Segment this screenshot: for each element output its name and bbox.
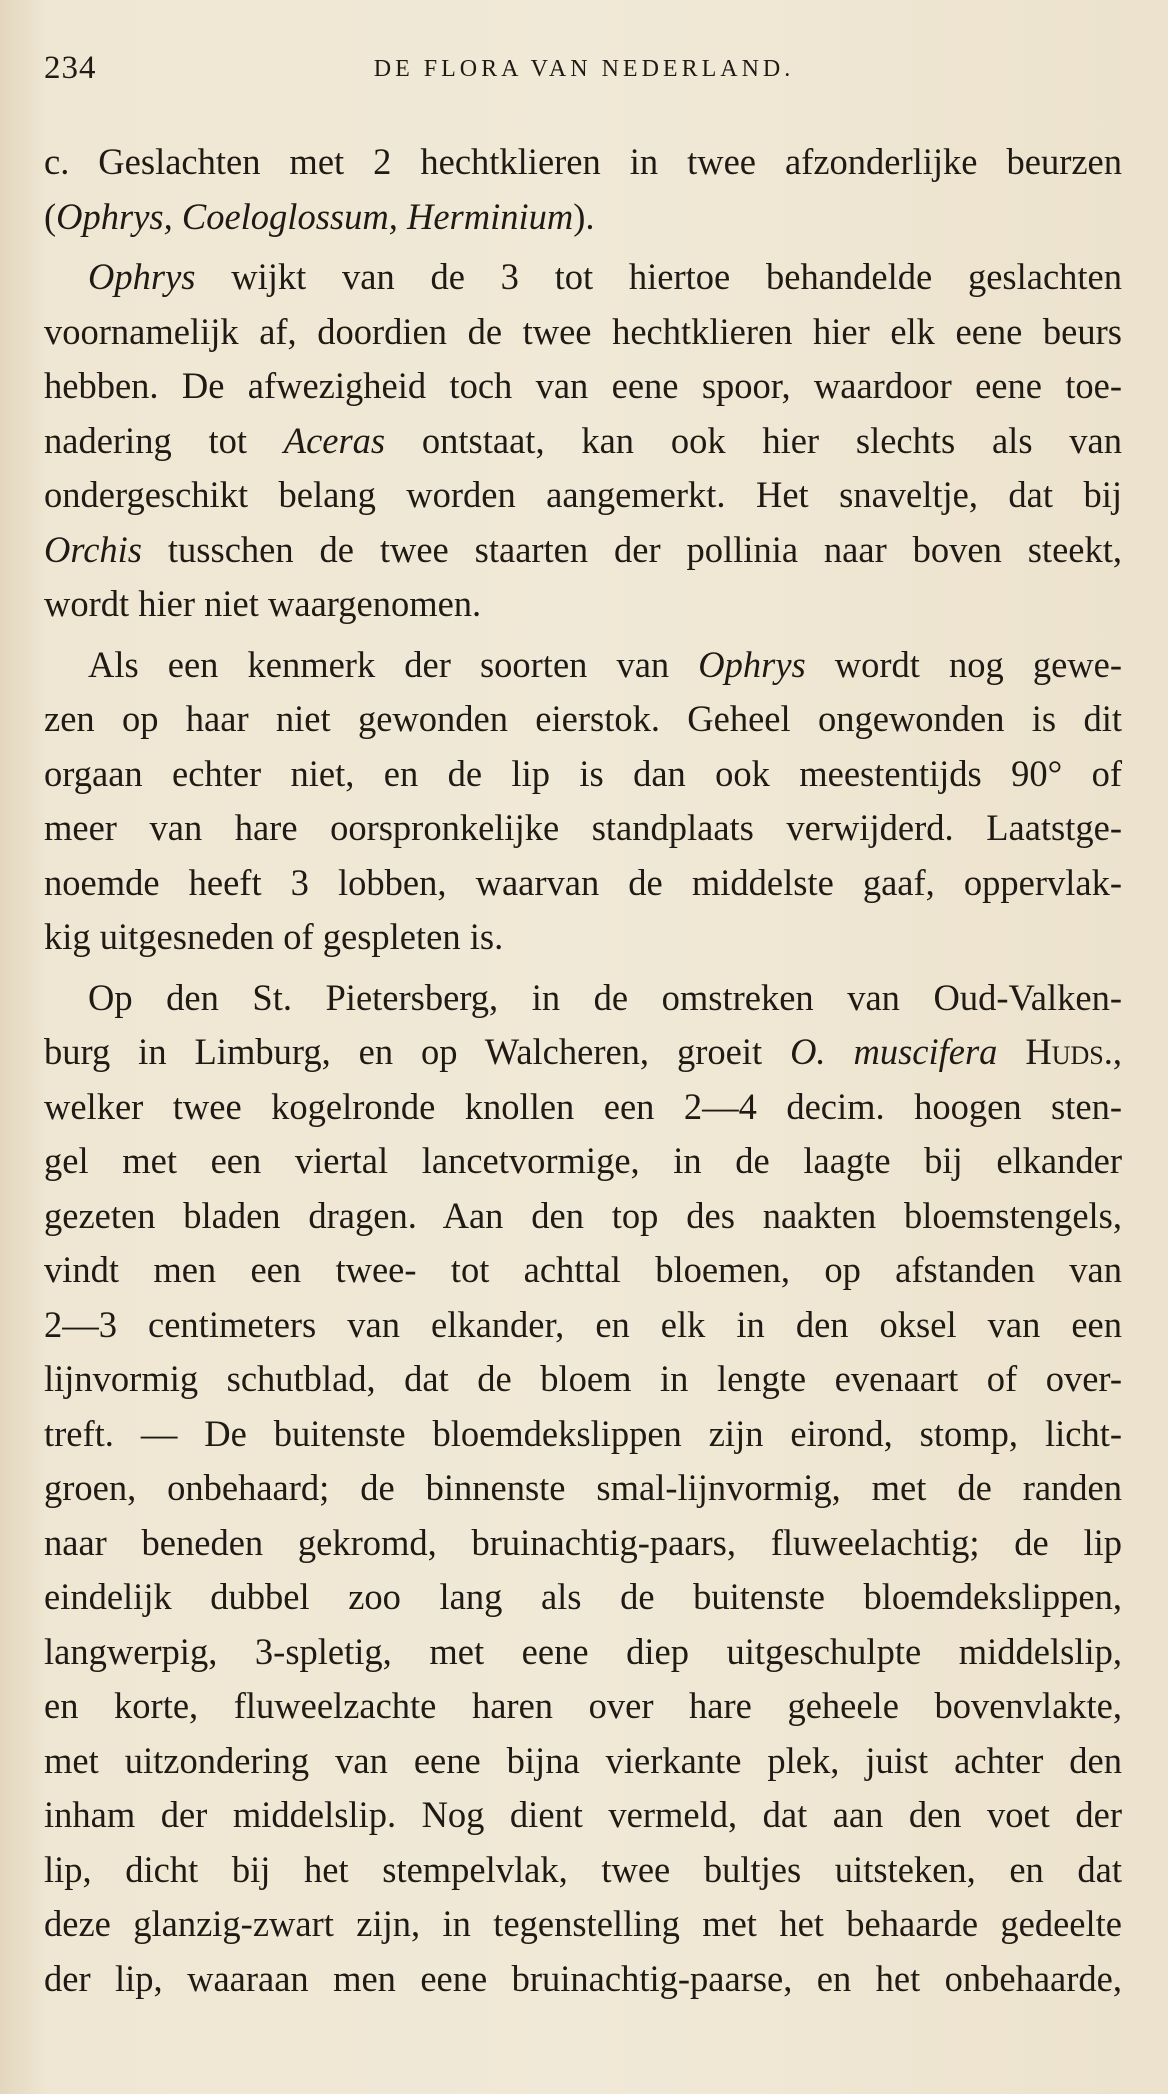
text-line	[44, 305, 1122, 360]
text-run: wordt nog gewe-	[805, 643, 1123, 685]
text-run: orgaan echter niet, en de lip is dan ook meestentijds 90° of	[44, 752, 1122, 794]
text-line	[44, 414, 1122, 469]
text-line	[44, 1952, 1122, 2007]
paragraph	[44, 135, 1122, 244]
text-run: (	[44, 195, 57, 237]
text-line	[44, 1625, 1122, 1680]
text-line	[44, 577, 1122, 632]
text-line	[44, 856, 1122, 911]
paragraph	[44, 638, 1122, 965]
italic-term: Ophrys, Coeloglossum, Herminium	[56, 195, 574, 237]
text-run	[997, 1031, 1025, 1072]
text-line	[44, 801, 1122, 856]
text-line	[44, 1407, 1122, 1462]
running-head	[44, 50, 1124, 90]
text-line	[44, 1461, 1122, 1516]
text-line	[44, 1570, 1122, 1625]
text-line	[44, 1134, 1122, 1189]
italic-term: O. muscifera	[790, 1031, 998, 1072]
text-run: kig uitgesneden of gespleten is.	[44, 916, 504, 957]
text-run: met uitzondering van eene bijna vierkante plek, juist achter den	[44, 1739, 1122, 1781]
italic-term: Aceras	[283, 419, 386, 461]
text-run: hebben. De afwezigheid toch van eene spoor, waardoor eene toe-	[44, 365, 1122, 406]
text-run: c. Geslachten met 2 hechtklieren in twee afzonderlijke beurzen	[44, 141, 1122, 182]
text-run: ).	[573, 195, 595, 237]
text-line	[44, 1516, 1122, 1571]
text-line	[44, 910, 1122, 965]
text-run: en korte, fluweelzachte haren over hare geheele bovenvlakte,	[44, 1685, 1122, 1726]
text-run: lijnvormig schutblad, dat de bloem in lengte evenaart of over-	[44, 1358, 1122, 1399]
text-line	[44, 190, 1122, 245]
text-run: inham der middelslip. Nog dient vermeld, dat aan den voet der	[44, 1794, 1122, 1835]
text-line	[44, 135, 1122, 190]
text-run: gel met een viertal lancetvormige, in de laagte bij elkander	[44, 1140, 1122, 1181]
text-run: lip, dicht bij het stempelvlak, twee bultjes uitsteken, en dat	[44, 1848, 1122, 1890]
italic-term: Ophrys	[88, 256, 196, 297]
text-run: treft. — De buitenste bloemdekslippen zijn eirond, stomp, licht-	[44, 1412, 1122, 1454]
text-run: wijkt van de 3 tot hiertoe behandelde geslachten	[195, 256, 1122, 297]
italic-term: Orchis	[44, 528, 143, 570]
author-abbreviation: Huds	[1025, 1031, 1104, 1072]
text-line	[44, 1080, 1122, 1135]
text-line	[44, 468, 1122, 523]
text-run: wordt hier niet waargenomen.	[44, 583, 482, 624]
text-line	[44, 1734, 1122, 1789]
text-run: langwerpig, 3-spletig, met eene diep uitgeschulpte middelslip,	[44, 1630, 1122, 1672]
text-run: eindelijk dubbel zoo lang als de buitenste bloemdekslippen,	[44, 1576, 1122, 1617]
text-line	[44, 1843, 1122, 1898]
text-run: gezeten bladen dragen. Aan den top des naakten bloemstengels,	[44, 1194, 1122, 1236]
text-line	[44, 1352, 1122, 1407]
text-run: 2—3 centimeters van elkander, en elk in den oksel van een	[44, 1303, 1122, 1345]
page-number: 234	[44, 50, 97, 86]
text-run: burg in Limburg, en op Walcheren, groeit	[44, 1031, 791, 1072]
text-run: Als een kenmerk der soorten van	[88, 643, 699, 685]
text-run: naar beneden gekromd, bruinachtig-paars, fluweelachtig; de lip	[44, 1521, 1122, 1563]
text-run: voornamelijk af, doordien de twee hechtklieren hier elk eene beurs	[44, 310, 1122, 352]
body-text	[44, 135, 1122, 2006]
text-run: meer van hare oorspronkelijke standplaats verwijderd. Laatstge-	[44, 807, 1122, 848]
italic-term: Ophrys	[698, 643, 806, 685]
text-run: ondergeschikt belang worden aangemerkt. Het snaveltje, dat bij	[44, 474, 1122, 515]
text-line	[44, 971, 1122, 1026]
text-run: welker twee kogelronde knollen een 2—4 decim. hoogen sten-	[44, 1085, 1122, 1127]
text-run: ontstaat, kan ook hier slechts als van	[385, 419, 1122, 461]
text-run: .,	[1103, 1031, 1122, 1072]
text-run: Op den St. Pietersberg, in de omstreken van Oud-Valken-	[88, 976, 1122, 1018]
text-run: tusschen de twee staarten der pollinia naar boven steekt,	[142, 528, 1122, 570]
text-line	[44, 250, 1122, 305]
text-run: der lip, waaraan men eene bruinachtig-paarse, en het onbehaarde,	[44, 1957, 1122, 1999]
text-run: vindt men een twee- tot achttal bloemen, op afstanden van	[44, 1249, 1122, 1290]
text-line	[44, 359, 1122, 414]
text-line	[44, 1679, 1122, 1734]
text-line	[44, 1243, 1122, 1298]
running-title: DE FLORA VAN NEDERLAND.	[373, 56, 795, 82]
text-run: zen op haar niet gewonden eierstok. Geheel ongewonden is dit	[44, 698, 1122, 739]
text-line	[44, 692, 1122, 747]
paragraph	[44, 971, 1122, 2007]
text-run: groen, onbehaard; de binnenste smal-lijnvormig, met de randen	[44, 1467, 1122, 1508]
text-line	[44, 1788, 1122, 1843]
text-line	[44, 747, 1122, 802]
text-line	[44, 1025, 1122, 1080]
text-line	[44, 638, 1122, 693]
text-line	[44, 1897, 1122, 1952]
text-line	[44, 523, 1122, 578]
text-run: nadering tot	[44, 419, 284, 461]
text-run: deze glanzig-zwart zijn, in tegenstelling met het behaarde gedeelte	[44, 1903, 1122, 1944]
text-line	[44, 1189, 1122, 1244]
paragraph	[44, 250, 1122, 632]
text-line	[44, 1298, 1122, 1353]
text-run: noemde heeft 3 lobben, waarvan de middelste gaaf, oppervlak-	[44, 861, 1122, 903]
